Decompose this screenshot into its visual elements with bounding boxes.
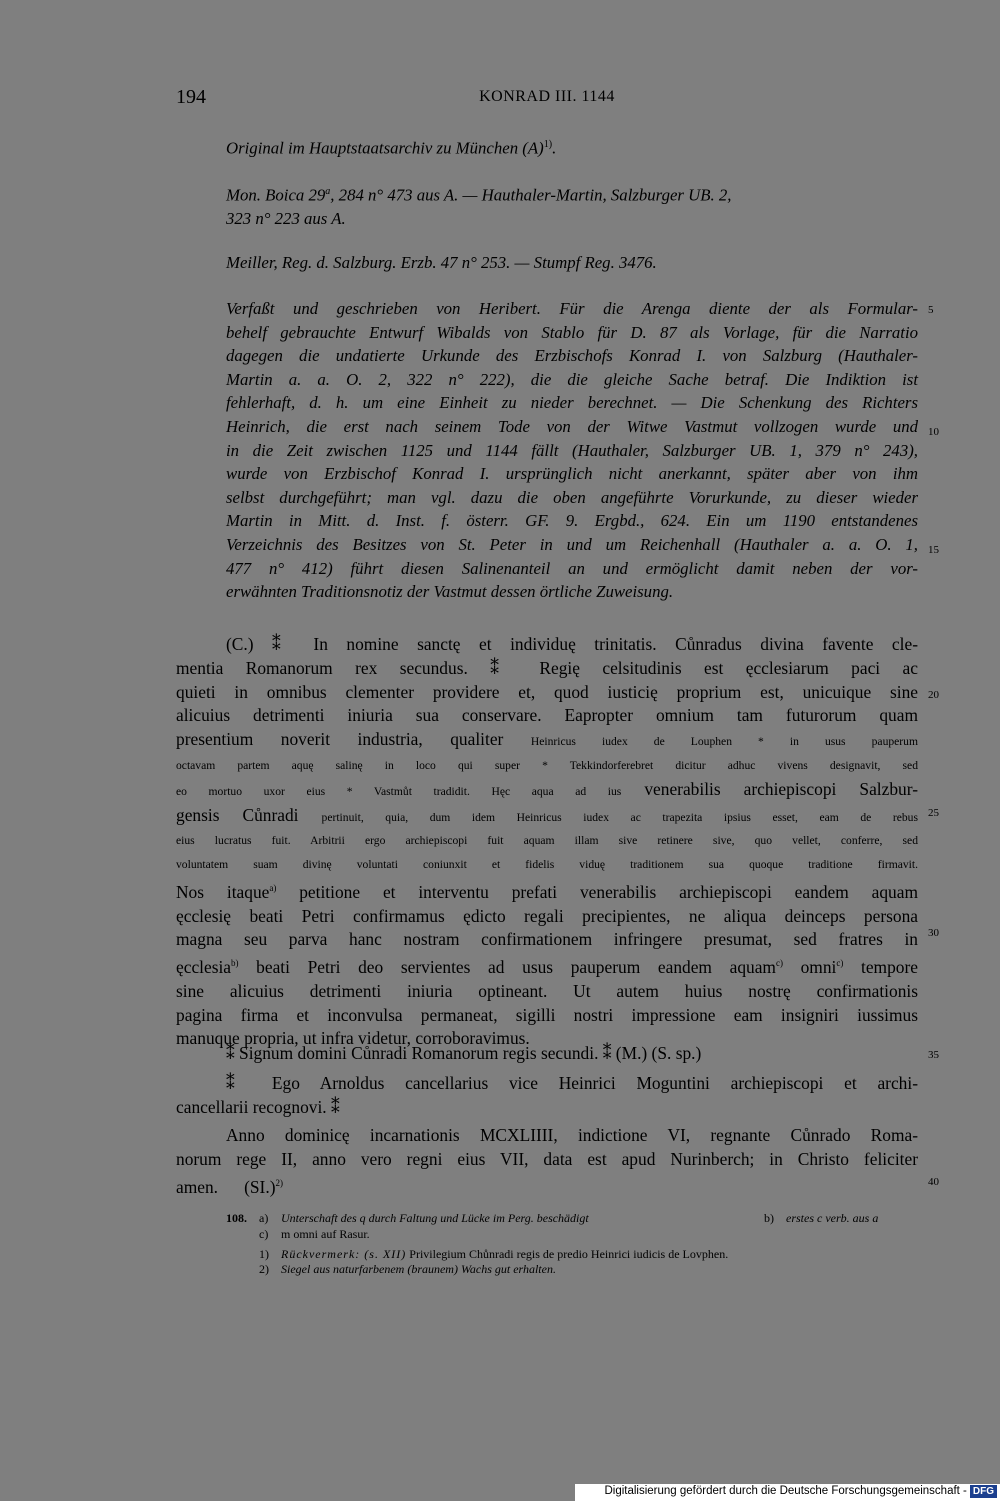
charter-line: (C.) ⁑ In nomine sanctę et individuę trinitatis. Cůnradus divina favente cle- (226, 634, 918, 654)
page-header (176, 86, 918, 116)
charter-line: sine alicuius detrimenti iniuria optineant. Ut autem huius nostrę confirmationis (176, 980, 918, 1001)
footnote-2: 2) Siegel aus naturfarbenem (braunem) Wachs gut erhalten. (259, 1262, 556, 1276)
line-number-5: 5 (928, 304, 934, 316)
footnote-ab: 108. a) Unterschaft des q durch Faltung und Lücke im Perg. beschädigt b) erstes c verb. aus a (226, 1211, 879, 1225)
dating-line: norum rege II, anno vero regni eius VII, data est apud Nurinberch; in Christo feliciter (176, 1148, 918, 1169)
charter-line: alicuius detrimenti iniuria sua conservare. Eapropter omnium tam futurorum quam (176, 705, 918, 726)
charter-line-small: voluntatem suam divinę voluntati coniunxit et fidelis viduę traditionem sua quoque traditione firmavit. (176, 858, 918, 872)
dfg-banner-text: Digitalisierung gefördert durch die Deutsche Forschungsgemeinschaft - (604, 1485, 967, 1497)
dating-line: Anno dominicę incarnationis MCXLIIII, indictione VI, regnante Cůnrado Roma- (226, 1125, 918, 1145)
dating-clause (176, 1124, 918, 1199)
page-number: 194 (176, 86, 206, 108)
commentary-line: Verfaßt und geschrieben von Heribert. Für die Arenga diente der als Formular- (226, 299, 918, 318)
commentary-line: wurde von Erzbischof Konrad I. ursprünglich nicht anerkannt, später aber von ihm (226, 464, 918, 484)
charter-line: ęcclesię beati Petri confirmamus ędicto regali precipientes, ne aliqua deinceps persona (176, 905, 918, 926)
charter-line: gensis Cůnradi pertinuit, quia, dum idem Heinricus iudex ac trapezita ipsius esset, eam de rebus (176, 804, 918, 825)
commentary-line: Verzeichnis des Besitzes von St. Peter in und um Reichenhall (Hauthaler a. a. O. 1, (226, 534, 918, 554)
charter-line-small: eius lucratus fuit. Arbitrii ergo archiepiscopi fuit aquam illam sive retinere sive, quo vellet, conferre, sed (176, 834, 918, 848)
recognition-line: ⁑ Ego Arnoldus cancellarius vice Heinrici Moguntini archiepiscopi et archi- (226, 1073, 918, 1093)
line-number-40: 40 (928, 1176, 939, 1188)
charter-line: presentium noverit industria, qualiter Heinricus iudex de Louphen * in usus pauperum (176, 729, 918, 750)
editions-line-1: Mon. Boica 29$^a$, 284 n° 473 aus A. — Hauthaler-Martin, Salzburger UB. 2, (226, 185, 732, 205)
dating-line: amen. $(SI.)^{2)}$ (176, 1176, 283, 1197)
charter-line-small: octavam partem aquę salinę in loco qui super * Tekkindorferebret dicitur adhuc vivens designavit, sed (176, 758, 918, 772)
commentary (226, 297, 918, 604)
charter-line: mentia Romanorum rex secundus. ⁑ Regię celsitudinis est ęcclesiarum paci ac (176, 657, 918, 678)
charter-line: Nos itaque$^{a)}$ petitione et interventu prefati venerabilis archiepiscopi eandem aquam (176, 881, 918, 902)
line-number-20: 20 (928, 689, 939, 701)
commentary-line: Heinrich, die erst nach seinem Tode von der Witwe Vastmut vollzogen wurde und (226, 416, 918, 436)
commentary-line: Martin a. a. O. 2, 322 n° 222), die die gleiche Sache betraf. Die Indiktion ist (226, 369, 918, 389)
charter-line: quieti in omnibus clementer providere et, quod iusticię proprium est, unicuique sine (176, 681, 918, 702)
footnote-c: c) m omni auf Rasur. (259, 1227, 370, 1241)
commentary-line: erwähnten Traditionsnotiz der Vastmut dessen örtliche Zuweisung. (226, 582, 674, 602)
footnote-1: 1) Rückvermerk: (s. XII) Privilegium Chůnradi regis de predio Heinrici iudicis de Lovphen. (259, 1247, 729, 1261)
original-note: Original im Hauptstaatsarchiv zu München $(A)^{1)}$. (226, 138, 557, 158)
commentary-line: fehlerhaft, d. h. um eine Einheit zu nieder berechnet. — Die Schenkung des Richters (226, 393, 918, 413)
recognition-line: cancellarii recognovi. ⁑ (176, 1096, 340, 1117)
charter-text (176, 633, 918, 1051)
commentary-line: Martin in Mitt. d. Inst. f. österr. GF. 9. Ergbd., 624. Ein um 1190 entstandenes (226, 511, 918, 531)
footnotes (226, 1211, 920, 1277)
charter-line: magna seu parva hanc nostram confirmationem infringere presumat, sed fratres in (176, 929, 918, 950)
original-location: Original im Hauptstaatsarchiv zu München (A) (226, 138, 544, 158)
commentary-line: 477 n° 412) führt diesen Salinenanteil an und ermöglicht damit neben der vor- (226, 558, 918, 578)
charter-line: eo mortuo uxor eius * Vastmůt tradidit. Hęc aqua ad ius venerabilis archiepiscopi Salzbur- (176, 778, 918, 799)
running-title: KONRAD III. 1144 (479, 88, 615, 105)
line-number-15: 15 (928, 544, 939, 556)
signum-line: ⁑ Signum domini Cůnradi Romanorum regis secundi. ⁑ (M.) (S. sp.) (226, 1043, 702, 1063)
editions-line-2: 323 n° 223 aus A. (226, 209, 346, 229)
footnote-ref-1: 1) (543, 139, 553, 150)
regesta: Meiller, Reg. d. Salzburg. Erzb. 47 n° 253. — Stumpf Reg. 3476. (226, 253, 657, 272)
line-number-10: 10 (928, 426, 939, 438)
recognition (176, 1072, 918, 1120)
charter-line: ęcclesia$^{b)}$ beati Petri deo servientes ad usus pauperum eandem aquam$^{c)}$ omni$^{c)}$ tempore (176, 956, 918, 977)
commentary-line: behelf gebrauchte Entwurf Wibalds von Stablo für D. 87 als Vorlage, für die Narratio (226, 322, 918, 342)
charter-line: manuque propria, ut infra videtur, corroboravimus. (176, 1028, 530, 1049)
commentary-line: selbst durchgeführt; man vgl. dazu die oben angeführte Vorurkunde, zu dieser wieder (226, 487, 918, 507)
line-number-30: 30 (928, 927, 939, 939)
commentary-line: dagegen die undatierte Urkunde des Erzbischofs Konrad I. von Salzburg (Hauthaler- (226, 346, 918, 366)
dfg-banner (575, 1484, 1000, 1501)
commentary-line: in die Zeit zwischen 1125 und 1144 fällt (Hauthaler, Salzburger UB. 1, 379 n° 243), (226, 440, 918, 460)
line-number-25: 25 (928, 807, 939, 819)
dfg-logo: DFG (970, 1485, 997, 1498)
line-number-35: 35 (928, 1049, 939, 1061)
charter-line: pagina firma et inconvulsa permaneat, sigilli nostri impressione eam insigniri iussimus (176, 1004, 918, 1025)
editions (226, 180, 918, 231)
